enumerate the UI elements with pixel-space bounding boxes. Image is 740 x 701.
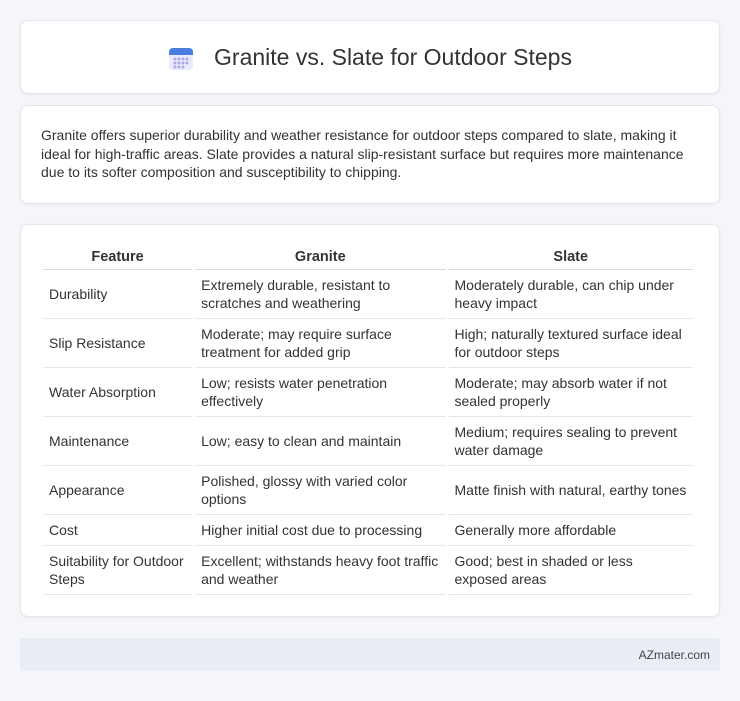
footer [20, 638, 720, 671]
cell-feature: Maintenance [43, 417, 192, 466]
header-feature: Feature [43, 245, 192, 270]
cell-slate: Medium; requires sealing to prevent water damage [449, 417, 694, 466]
table-row [43, 546, 693, 595]
header-granite: Granite [195, 245, 445, 270]
cell-feature: Slip Resistance [43, 319, 192, 368]
footer-brand[interactable]: AZmater.com [638, 647, 710, 662]
cell-granite: Low; easy to clean and maintain [195, 417, 445, 466]
table-row [43, 466, 693, 515]
cell-granite: Low; resists water penetration effectively [195, 368, 445, 417]
comparison-table-card [20, 224, 720, 617]
cell-feature: Water Absorption [43, 368, 192, 417]
cell-slate: High; naturally textured surface ideal for outdoor steps [449, 319, 694, 368]
cell-feature: Durability [43, 270, 192, 319]
cell-feature: Appearance [43, 466, 192, 515]
cell-granite: Extremely durable, resistant to scratches and weathering [195, 270, 445, 319]
cell-granite: Moderate; may require surface treatment for added grip [195, 319, 445, 368]
title-card [20, 20, 720, 94]
table-row [43, 417, 693, 466]
summary-card [20, 105, 720, 204]
comparison-table [40, 245, 696, 595]
cell-slate: Moderately durable, can chip under heavy impact [449, 270, 694, 319]
cell-slate: Good; best in shaded or less exposed areas [449, 546, 694, 595]
summary-text: Granite offers superior durability and weather resistance for outdoor steps compared to slate, making it ideal for high-traffic areas. Slate provides a natural slip-resistant surface but requires more maintenance due to its softer composition and susceptibility to chipping. [41, 127, 684, 180]
calendar-icon [168, 45, 194, 71]
table-row [43, 368, 693, 417]
cell-slate: Matte finish with natural, earthy tones [449, 466, 694, 515]
page-title: Granite vs. Slate for Outdoor Steps [214, 43, 572, 70]
header-slate: Slate [449, 245, 694, 270]
cell-granite: Excellent; withstands heavy foot traffic and weather [195, 546, 445, 595]
table-row [43, 319, 693, 368]
table-header-row [43, 245, 693, 270]
cell-feature: Cost [43, 515, 192, 546]
cell-feature: Suitability for Outdoor Steps [43, 546, 192, 595]
cell-slate: Generally more affordable [449, 515, 694, 546]
cell-granite: Polished, glossy with varied color options [195, 466, 445, 515]
cell-slate: Moderate; may absorb water if not sealed properly [449, 368, 694, 417]
table-row [43, 515, 693, 546]
table-row [43, 270, 693, 319]
cell-granite: Higher initial cost due to processing [195, 515, 445, 546]
